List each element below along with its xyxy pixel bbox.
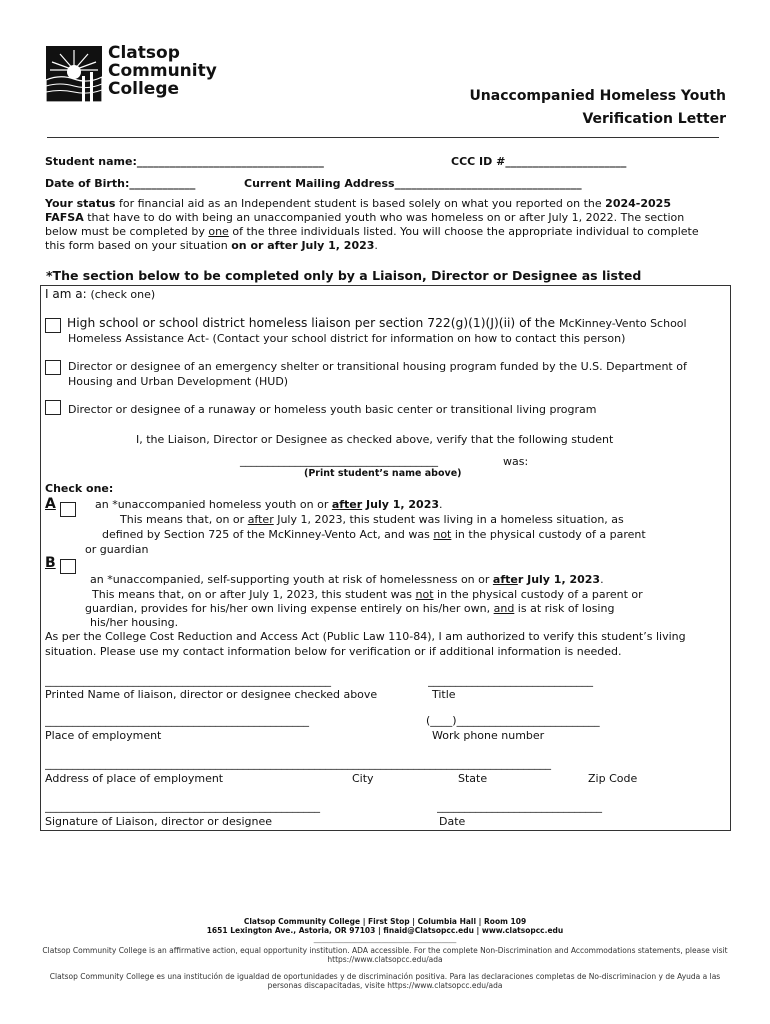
intro-line-1 [45, 197, 730, 211]
text: July 1, 2023, this student was living in a homeless situation, as [273, 513, 624, 526]
text: not [433, 528, 452, 541]
shelter-director-checkbox[interactable] [45, 360, 61, 375]
logo-line-2: Community [108, 61, 217, 81]
was-label: was: [503, 455, 529, 468]
text: (check one) [90, 288, 156, 301]
text: Your status [45, 197, 116, 210]
text: on or after July 1, 2023 [231, 239, 375, 252]
text: not [415, 588, 434, 601]
student-name-print-field[interactable]: ____________________________________ [240, 454, 438, 467]
text: I am a: [45, 287, 87, 301]
choice-a-line-1 [95, 498, 443, 511]
text: defined by Section 725 of the McKinney-Vento Act, and was [102, 528, 434, 541]
state-label: State [458, 772, 488, 785]
choice-a-checkbox[interactable] [60, 502, 76, 517]
title-input[interactable]: ______________________________ [428, 674, 593, 687]
text: an *unaccompanied, self-supporting youth at risk of homelessness on or [90, 573, 493, 586]
choice-a-line-2 [120, 513, 624, 526]
option-1-line-2: Homeless Assistance Act- (Contact your school district for information on how to contact this person) [68, 332, 626, 345]
address-label: Address of place of employment [45, 772, 224, 785]
printed-name-input[interactable]: ____________________________________________________ [45, 674, 331, 687]
liaison-checkbox[interactable] [45, 318, 61, 333]
text: that have to do with being an unaccompanied youth who was homeless on or after July 1, 2022. The section [83, 211, 685, 224]
text: 2024-2025 [605, 197, 671, 210]
footer-nondiscrimination-es-2: personas discapacitadas, visite https://www.clatsopcc.edu/ada [267, 981, 503, 990]
text: of the three individuals listed. You will choose the appropriate individual to complete [228, 225, 699, 238]
option-2-line-1: Director or designee of an emergency shelter or transitional housing program funded by the U.S. Department of [68, 360, 687, 373]
title-label: Title [432, 688, 456, 701]
printed-name-label: Printed Name of liaison, director or designee checked above [45, 688, 378, 701]
date-of-birth-field[interactable]: Date of Birth:____________ [45, 177, 196, 190]
text: . [439, 498, 443, 511]
logo-wordmark [108, 44, 217, 98]
text: July 1, 2023 [362, 498, 440, 511]
choice-b-line-1 [90, 573, 604, 586]
place-of-employment-input[interactable]: ________________________________________________ [45, 714, 309, 727]
choice-b-line-3 [85, 602, 614, 615]
text: is at risk of losing [514, 602, 615, 615]
footer-address-line-2: 1651 Lexington Ave., Astoria, OR 97103 | finaid@Clatsopcc.edu | www.clatsopcc.edu [206, 926, 564, 935]
choice-b-line-2 [92, 588, 643, 601]
text: one [208, 225, 229, 238]
header-divider [47, 137, 719, 138]
footer-divider: ______________________________________ [313, 934, 457, 943]
youth-center-director-checkbox[interactable] [45, 400, 61, 415]
text: . [600, 573, 604, 586]
print-name-hint: (Print student’s name above) [304, 468, 462, 479]
text: in the physical custody of a parent [451, 528, 646, 541]
option-3-line-1: Director or designee of a runaway or homeless youth basic center or transitional living program [68, 403, 597, 416]
intro-line-2 [45, 211, 730, 225]
option-2-line-2: Housing and Urban Development (HUD) [68, 375, 289, 388]
date-label: Date [439, 815, 466, 828]
text: and [493, 602, 515, 615]
work-phone-input[interactable]: (____)__________________________ [426, 714, 600, 727]
choice-b-checkbox[interactable] [60, 559, 76, 574]
text: for financial aid as an Independent student is based solely on what you reported on the [115, 197, 606, 210]
text: after [331, 498, 363, 511]
work-phone-label: Work phone number [432, 729, 545, 742]
city-label: City [352, 772, 374, 785]
intro-line-4 [45, 239, 730, 253]
text: This means that, on or after July 1, 2023, this student was [92, 588, 416, 601]
text: High school or school district homeless liaison per section 722(g)(1)(J)(ii) of the [67, 316, 556, 330]
text: McKinney-Vento School [558, 317, 687, 330]
text: an *unaccompanied homeless youth on or [95, 498, 332, 511]
authorization-line-1: As per the College Cost Reduction and Access Act (Public Law 110-84), I am authorized to verify this student’s living [45, 630, 686, 643]
intro-line-3 [45, 225, 730, 239]
date-input[interactable]: ______________________________ [437, 800, 602, 813]
option-1-line-1 [67, 316, 687, 330]
check-one-label: Check one: [45, 482, 114, 495]
verify-statement: I, the Liaison, Director or Designee as checked above, verify that the following student [136, 433, 614, 446]
doc-title-line-1: Unaccompanied Homeless Youth [469, 88, 726, 104]
choice-b-letter: B [45, 555, 56, 571]
choice-b-line-4: his/her housing. [90, 616, 179, 629]
text: afte [492, 573, 518, 586]
footer-nondiscrimination-es-1: Clatsop Community College es una institución de igualdad de oportunidades y de discriminación positiva. Para las declaraciones completas de No-discriminacion y de Ayuda a las [49, 972, 721, 981]
mailing-address-field[interactable]: Current Mailing Address__________________________________ [244, 177, 582, 190]
text: below must be completed by [45, 225, 209, 238]
footer-nondiscrimination-en-2: https://www.clatsopcc.edu/ada [327, 955, 443, 964]
footer-nondiscrimination-en-1: Clatsop Community College is an affirmative action, equal opportunity institution. ADA accessible. For the complete Non-Discrimination and Accommodations statements, please visit [42, 946, 728, 955]
logo-emblem-icon [46, 46, 102, 102]
authorization-line-2: situation. Please use my contact information below for verification or if additional information is needed. [45, 645, 622, 658]
text: after [247, 513, 274, 526]
zip-code-label: Zip Code [588, 772, 638, 785]
text: . [374, 239, 378, 252]
text: guardian, provides for his/her own living expense entirely on his/her own, [85, 602, 494, 615]
text: this form based on your situation [45, 239, 232, 252]
logo-line-3: College [108, 79, 180, 99]
ccc-id-field[interactable]: CCC ID #______________________ [451, 155, 627, 168]
signature-label: Signature of Liaison, director or designee [45, 815, 273, 828]
section-heading: *The section below to be completed only by a Liaison, Director or Designee as listed [46, 268, 642, 283]
intro-paragraph [45, 197, 730, 253]
signature-input[interactable]: __________________________________________________ [45, 800, 320, 813]
text: FAFSA [45, 211, 84, 224]
address-input[interactable]: ____________________________________________________________________________________________ [45, 757, 551, 770]
i-am-label [45, 287, 155, 301]
text: r July 1, 2023 [517, 573, 601, 586]
doc-title-line-2: Verification Letter [582, 111, 726, 127]
logo-line-1: Clatsop [108, 43, 180, 63]
choice-a-letter: A [45, 496, 56, 512]
footer-address-line-1: Clatsop Community College | First Stop | Columbia Hall | Room 109 [243, 917, 527, 926]
text: This means that, on or [120, 513, 248, 526]
choice-a-line-3 [102, 528, 646, 541]
choice-a-line-4: or guardian [85, 543, 149, 556]
student-name-field[interactable]: Student name:__________________________________ [45, 155, 324, 168]
place-of-employment-label: Place of employment [45, 729, 162, 742]
text: in the physical custody of a parent or [433, 588, 643, 601]
